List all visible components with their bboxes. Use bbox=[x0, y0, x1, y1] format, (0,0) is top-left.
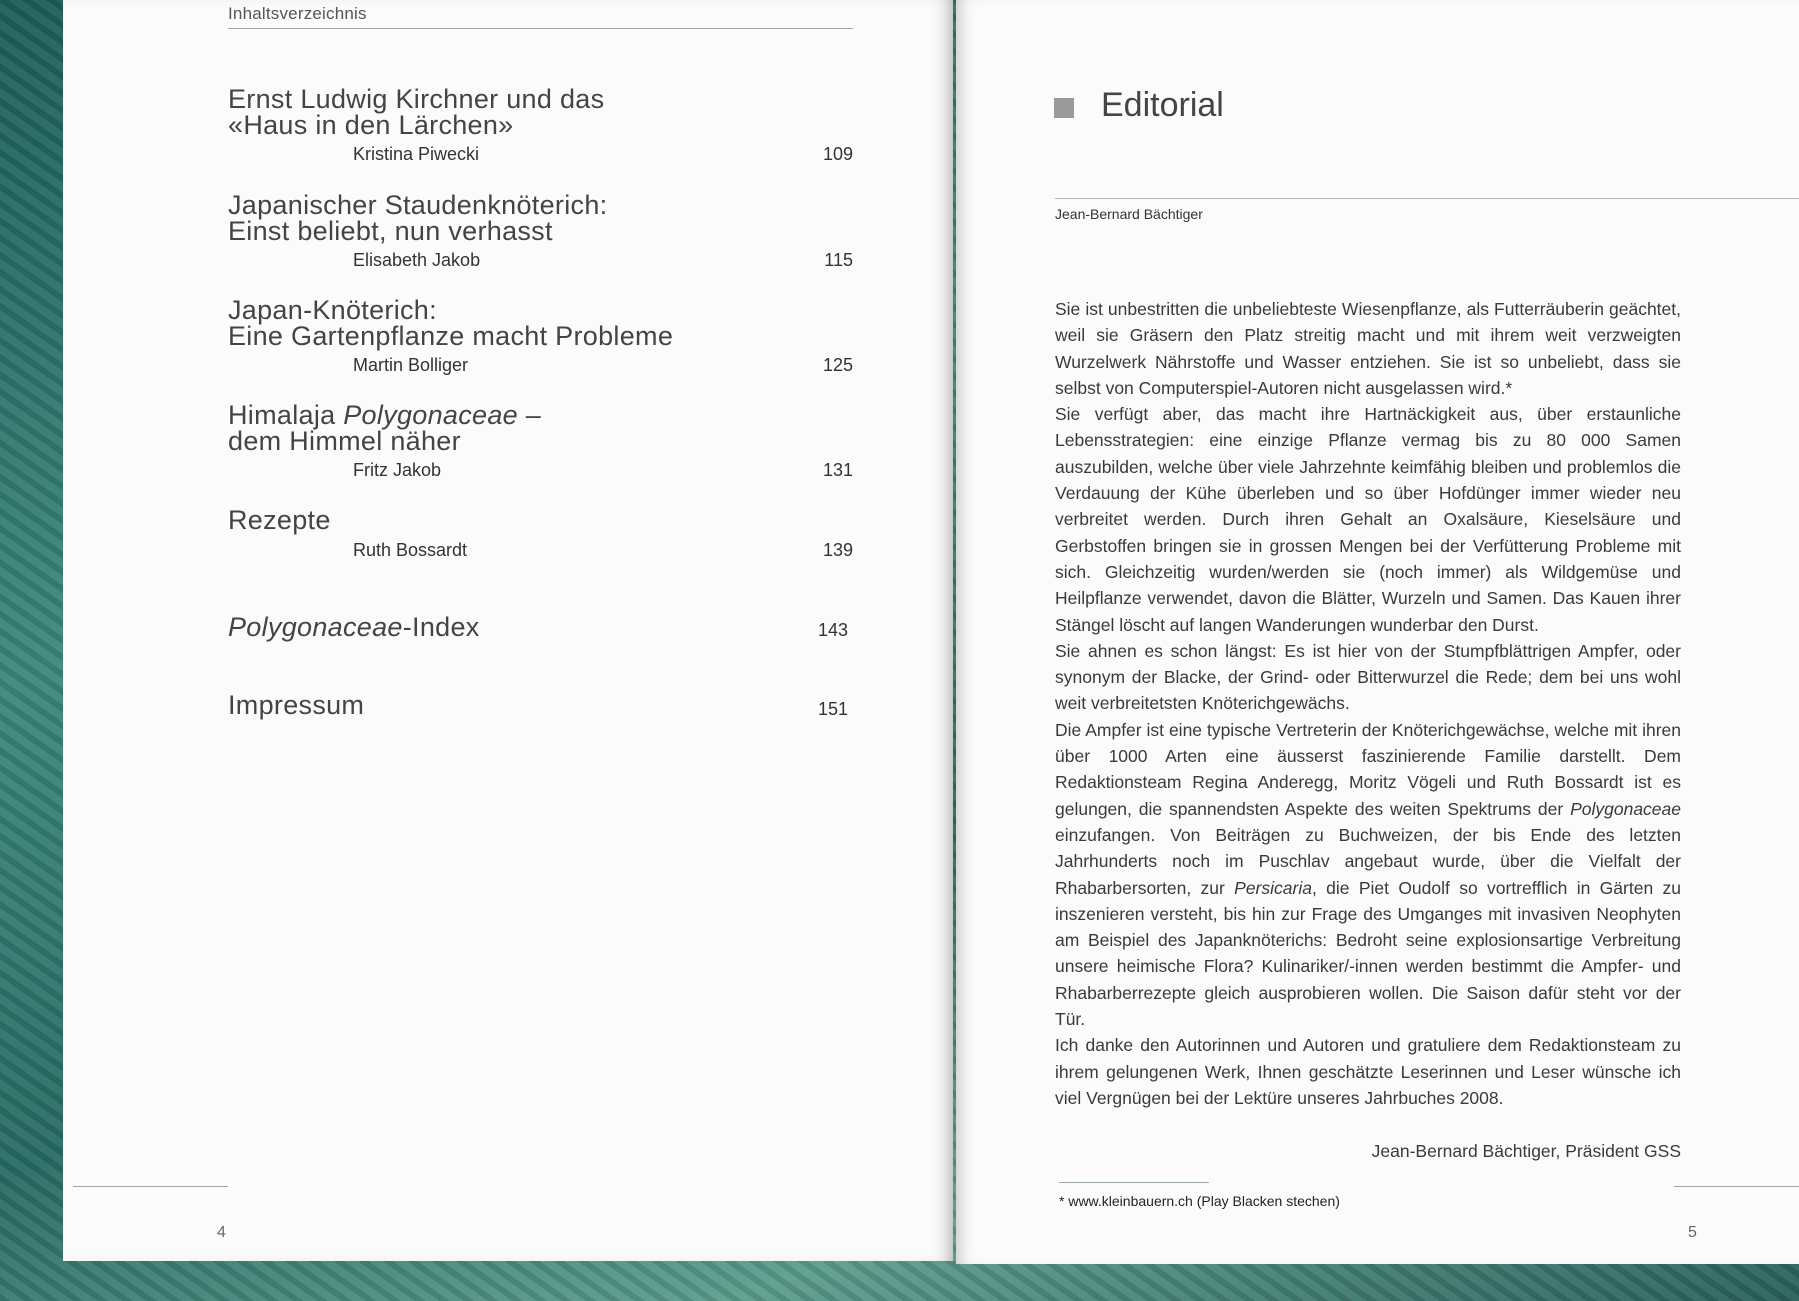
toc-page-number: 131 bbox=[822, 460, 853, 480]
paragraph-text: Die Ampfer ist eine typische Vertreterin der Knöterichgewächse, welche mit ihren über 1000 Arten eine äusserst faszinierende Familie darstellt. Dem Redaktionsteam Regina Anderegg, Moritz Vögeli und Ruth Bossardt ist es gelungen, die spannendsten Aspekte des weiten Spektrums der bbox=[1055, 719, 1681, 819]
running-head: Inhaltsverzeichnis bbox=[228, 4, 367, 23]
editorial-author: Jean-Bernard Bächtiger bbox=[1055, 206, 1203, 222]
toc-page-number: 143 bbox=[818, 620, 849, 640]
toc-page-number: 115 bbox=[824, 250, 853, 270]
signature: Jean-Bernard Bächtiger, Präsident GSS bbox=[1371, 1141, 1681, 1161]
toc-title: Japanischer Staudenknöterich: Einst beliebt, nun verhasst bbox=[228, 190, 608, 246]
editorial-body bbox=[1055, 296, 1681, 1111]
paragraph: Ich danke den Autorinnen und Autoren und gratuliere dem Redaktionsteam zu ihrem gelungenen Werk, Ihnen geschätzte Leserinnen und Leser wünsche ich viel Vergnügen bei der Lektüre unseres Jahrbuches 2008. bbox=[1055, 1035, 1681, 1108]
toc-entry bbox=[228, 295, 916, 375]
toc-title bbox=[228, 402, 916, 454]
toc-title: Ernst Ludwig Kirchner und das «Haus in den Lärchen» bbox=[228, 84, 605, 140]
toc-page-number: 151 bbox=[818, 699, 849, 719]
paragraph: Sie ahnen es schon längst: Es ist hier von der Stumpfblättrigen Ampfer, oder synonym der Blacke, der Grind- oder Bitterwurzel die Rede; dem bei uns wohl weit verbreitetsten Knöterichgewächs. bbox=[1055, 640, 1681, 714]
left-page bbox=[63, 0, 953, 1261]
toc-title: Impressum bbox=[228, 690, 365, 720]
toc-author: Martin Bolliger bbox=[353, 355, 469, 375]
toc-title-part: -Index bbox=[402, 612, 480, 642]
page-number: 4 bbox=[217, 1224, 226, 1241]
toc-title: Japan-Knöterich: Eine Gartenpflanze macht Probleme bbox=[228, 295, 674, 351]
paragraph-text: , die Piet Oudolf so vortrefflich in Gärten zu inszenieren versteht, bis hin zur Frage des Umganges mit invasiven Neophyten am Beispiel des Japanknöterichs: Bedroht seine explosionsartige Verbreitung unsere heimische Flora? Kulinariker/-innen werden bestimmt die Ampfer- und Rhabarberrezepte gleich ausprobieren wollen. Die Saison dafür steht vor der Tür. bbox=[1055, 877, 1681, 1030]
italic-term: Polygonaceae bbox=[1570, 798, 1681, 819]
heading-rule bbox=[1055, 198, 1799, 199]
toc-author: Kristina Piwecki bbox=[353, 144, 480, 164]
toc-author: Ruth Bossardt bbox=[353, 540, 468, 560]
toc-title-part: – dem Himmel näher bbox=[228, 400, 542, 456]
toc-title-italic: Polygonaceae bbox=[343, 400, 518, 430]
toc-page-number: 139 bbox=[822, 540, 853, 560]
toc-title-part: Himalaja bbox=[228, 400, 344, 430]
toc-entry bbox=[228, 190, 916, 270]
toc-entry bbox=[228, 400, 916, 480]
toc-page-number: 109 bbox=[822, 144, 853, 164]
paragraph: Sie verfügt aber, das macht ihre Hartnäckigkeit aus, über erstaunliche Lebensstrategien: eine einzige Pflanze vermag bis zu 80 000 Samen auszubilden, welche über viele Jahrzehnte keimfähig bleiben und problemlos die Verdauung der Kühe überleben und so über Hofdünger immer wieder neu verbreitet werden. Durch ihren Gehalt an Oxalsäure, Kieselsäure und Gerbstoffen bringen sie in grossen Mengen bei der Verfütterung Probleme mit sich. Gleichzeitig wurden/werden sie (noch immer) als Wildgemüse und Heilpflanze verwendet, davon die Blätter, Wurzeln und Samen. Das Kauen ihrer Stängel löscht auf langen Wanderungen wunderbar den Durst. bbox=[1055, 404, 1681, 635]
heading-square-marker bbox=[1054, 98, 1074, 118]
paragraph-text: einzufangen. Von Beiträgen zu Buchweizen, der bis Ende des letzten Jahrhunderts noch im Puschlav angebaut wurde, über die Vielfalt der Rhabarbersorten, zur bbox=[1055, 824, 1681, 898]
toc-title bbox=[228, 612, 480, 643]
toc-page-number: 125 bbox=[822, 355, 853, 375]
toc-title: Rezepte bbox=[228, 505, 331, 535]
footer-rule bbox=[1674, 1186, 1799, 1187]
paragraph: Sie ist unbestritten die unbeliebteste Wiesenpflanze, als Futterräuberin geächtet, weil sie Gräsern den Platz streitig macht und mit ihrem weit verzweigten Wurzelwerk Nährstoffe und Wasser entziehen. Sie ist so unbeliebt, dass sie selbst von Computerspiel-Autoren nicht ausgelassen wird.* bbox=[1055, 299, 1681, 398]
footnote-rule bbox=[1059, 1182, 1209, 1183]
toc-title-italic: Polygonaceae bbox=[228, 612, 403, 642]
footnote: * www.kleinbauern.ch (Play Blacken stechen) bbox=[1059, 1193, 1340, 1209]
paragraph bbox=[1055, 717, 1681, 1033]
page-number: 5 bbox=[1688, 1224, 1697, 1241]
footer-rule bbox=[73, 1186, 228, 1187]
italic-term: Persicaria bbox=[1234, 877, 1312, 898]
editorial-heading: Editorial bbox=[1101, 86, 1224, 124]
right-page bbox=[956, 0, 1799, 1264]
header-rule bbox=[228, 28, 853, 29]
toc-entry bbox=[228, 505, 916, 560]
toc-entry bbox=[228, 84, 916, 164]
toc-author: Fritz Jakob bbox=[353, 460, 442, 480]
toc-author: Elisabeth Jakob bbox=[353, 250, 481, 270]
